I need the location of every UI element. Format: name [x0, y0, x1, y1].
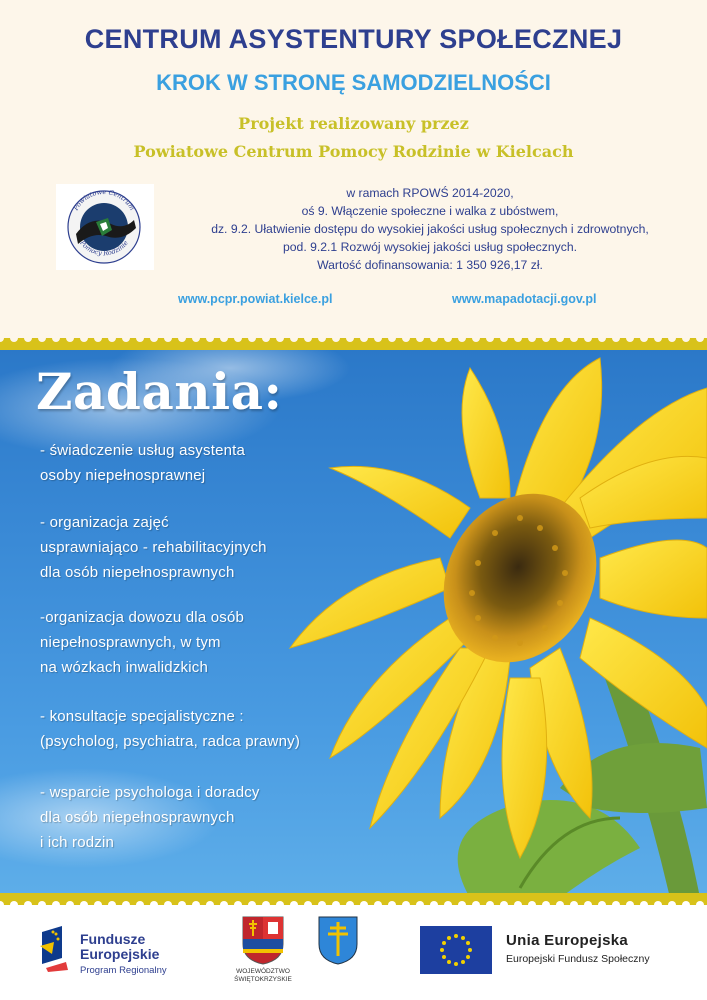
eu-logo-text: Unia Europejska Europejski Fundusz Społeczny — [506, 932, 650, 965]
pcpr-logo — [56, 184, 154, 270]
fundusze-europejskie-icon — [38, 924, 74, 972]
task-item: -organizacja dowozu dla osób niepełnosprawnych, w tym na wózkach inwalidzkich — [40, 609, 245, 676]
pcpr-link[interactable]: www.pcpr.powiat.kielce.pl — [178, 292, 333, 306]
subtitle: KROK W STRONĘ SAMODZIELNOŚCI — [156, 70, 551, 95]
project-line-2: Powiatowe Centrum Pomocy Rodzinie w Kielcach — [133, 142, 574, 161]
stamp-border-top — [0, 336, 707, 350]
main-title: CENTRUM ASYSTENTURY SPOŁECZNEJ — [84, 24, 623, 54]
project-line-1: Projekt realizowany przez — [238, 114, 469, 133]
swietokrzyskie-coat-of-arms-icon — [240, 914, 286, 966]
swietokrzyskie-label: WOJEWÓDZTWO ŚWIĘTOKRZYSKIE — [234, 968, 292, 983]
info-line: dz. 9.2. Ułatwienie dostępu do wysokiej jakości usług społecznych i zdrowotnych, — [211, 222, 649, 236]
info-line: w ramach RPOWŚ 2014-2020, — [346, 186, 514, 200]
info-line: Wartość dofinansowania: 1 350 926,17 zł. — [317, 258, 543, 272]
logo-text-bottom: Pomocy Rodzinie — [78, 239, 130, 258]
kielce-county-coat-of-arms-icon — [316, 914, 360, 966]
info-line: pod. 9.2.1 Rozwój wysokiej jakości usług społecznych. — [283, 240, 577, 254]
eu-flag-icon — [420, 926, 492, 974]
project-info — [160, 184, 700, 274]
task-item: - konsultacje specjalistyczne : (psycholog, psychiatra, radca prawny) — [40, 708, 301, 750]
mapadotacji-link[interactable]: www.mapadotacji.gov.pl — [452, 292, 597, 306]
header — [0, 0, 707, 342]
info-line: oś 9. Włączenie społeczne i walka z ubóstwem, — [301, 204, 559, 218]
logo-text-top: Powiatowe Centrum — [71, 187, 137, 212]
fundusze-europejskie-logo: Fundusze Europejskie Program Regionalny — [80, 931, 167, 976]
tasks-heading: Zadania: — [36, 362, 283, 421]
task-item: - świadczenie usług asystenta osoby niepełnosprawnej — [40, 442, 246, 484]
task-item: - wsparcie psychologa i doradcy dla osób niepełnosprawnych i ich rodzin — [40, 784, 260, 851]
task-item: - organizacja zajęć usprawniająco - rehabilitacyjnych dla osób niepełnosprawnych — [40, 514, 267, 581]
tasks-section — [0, 348, 707, 898]
